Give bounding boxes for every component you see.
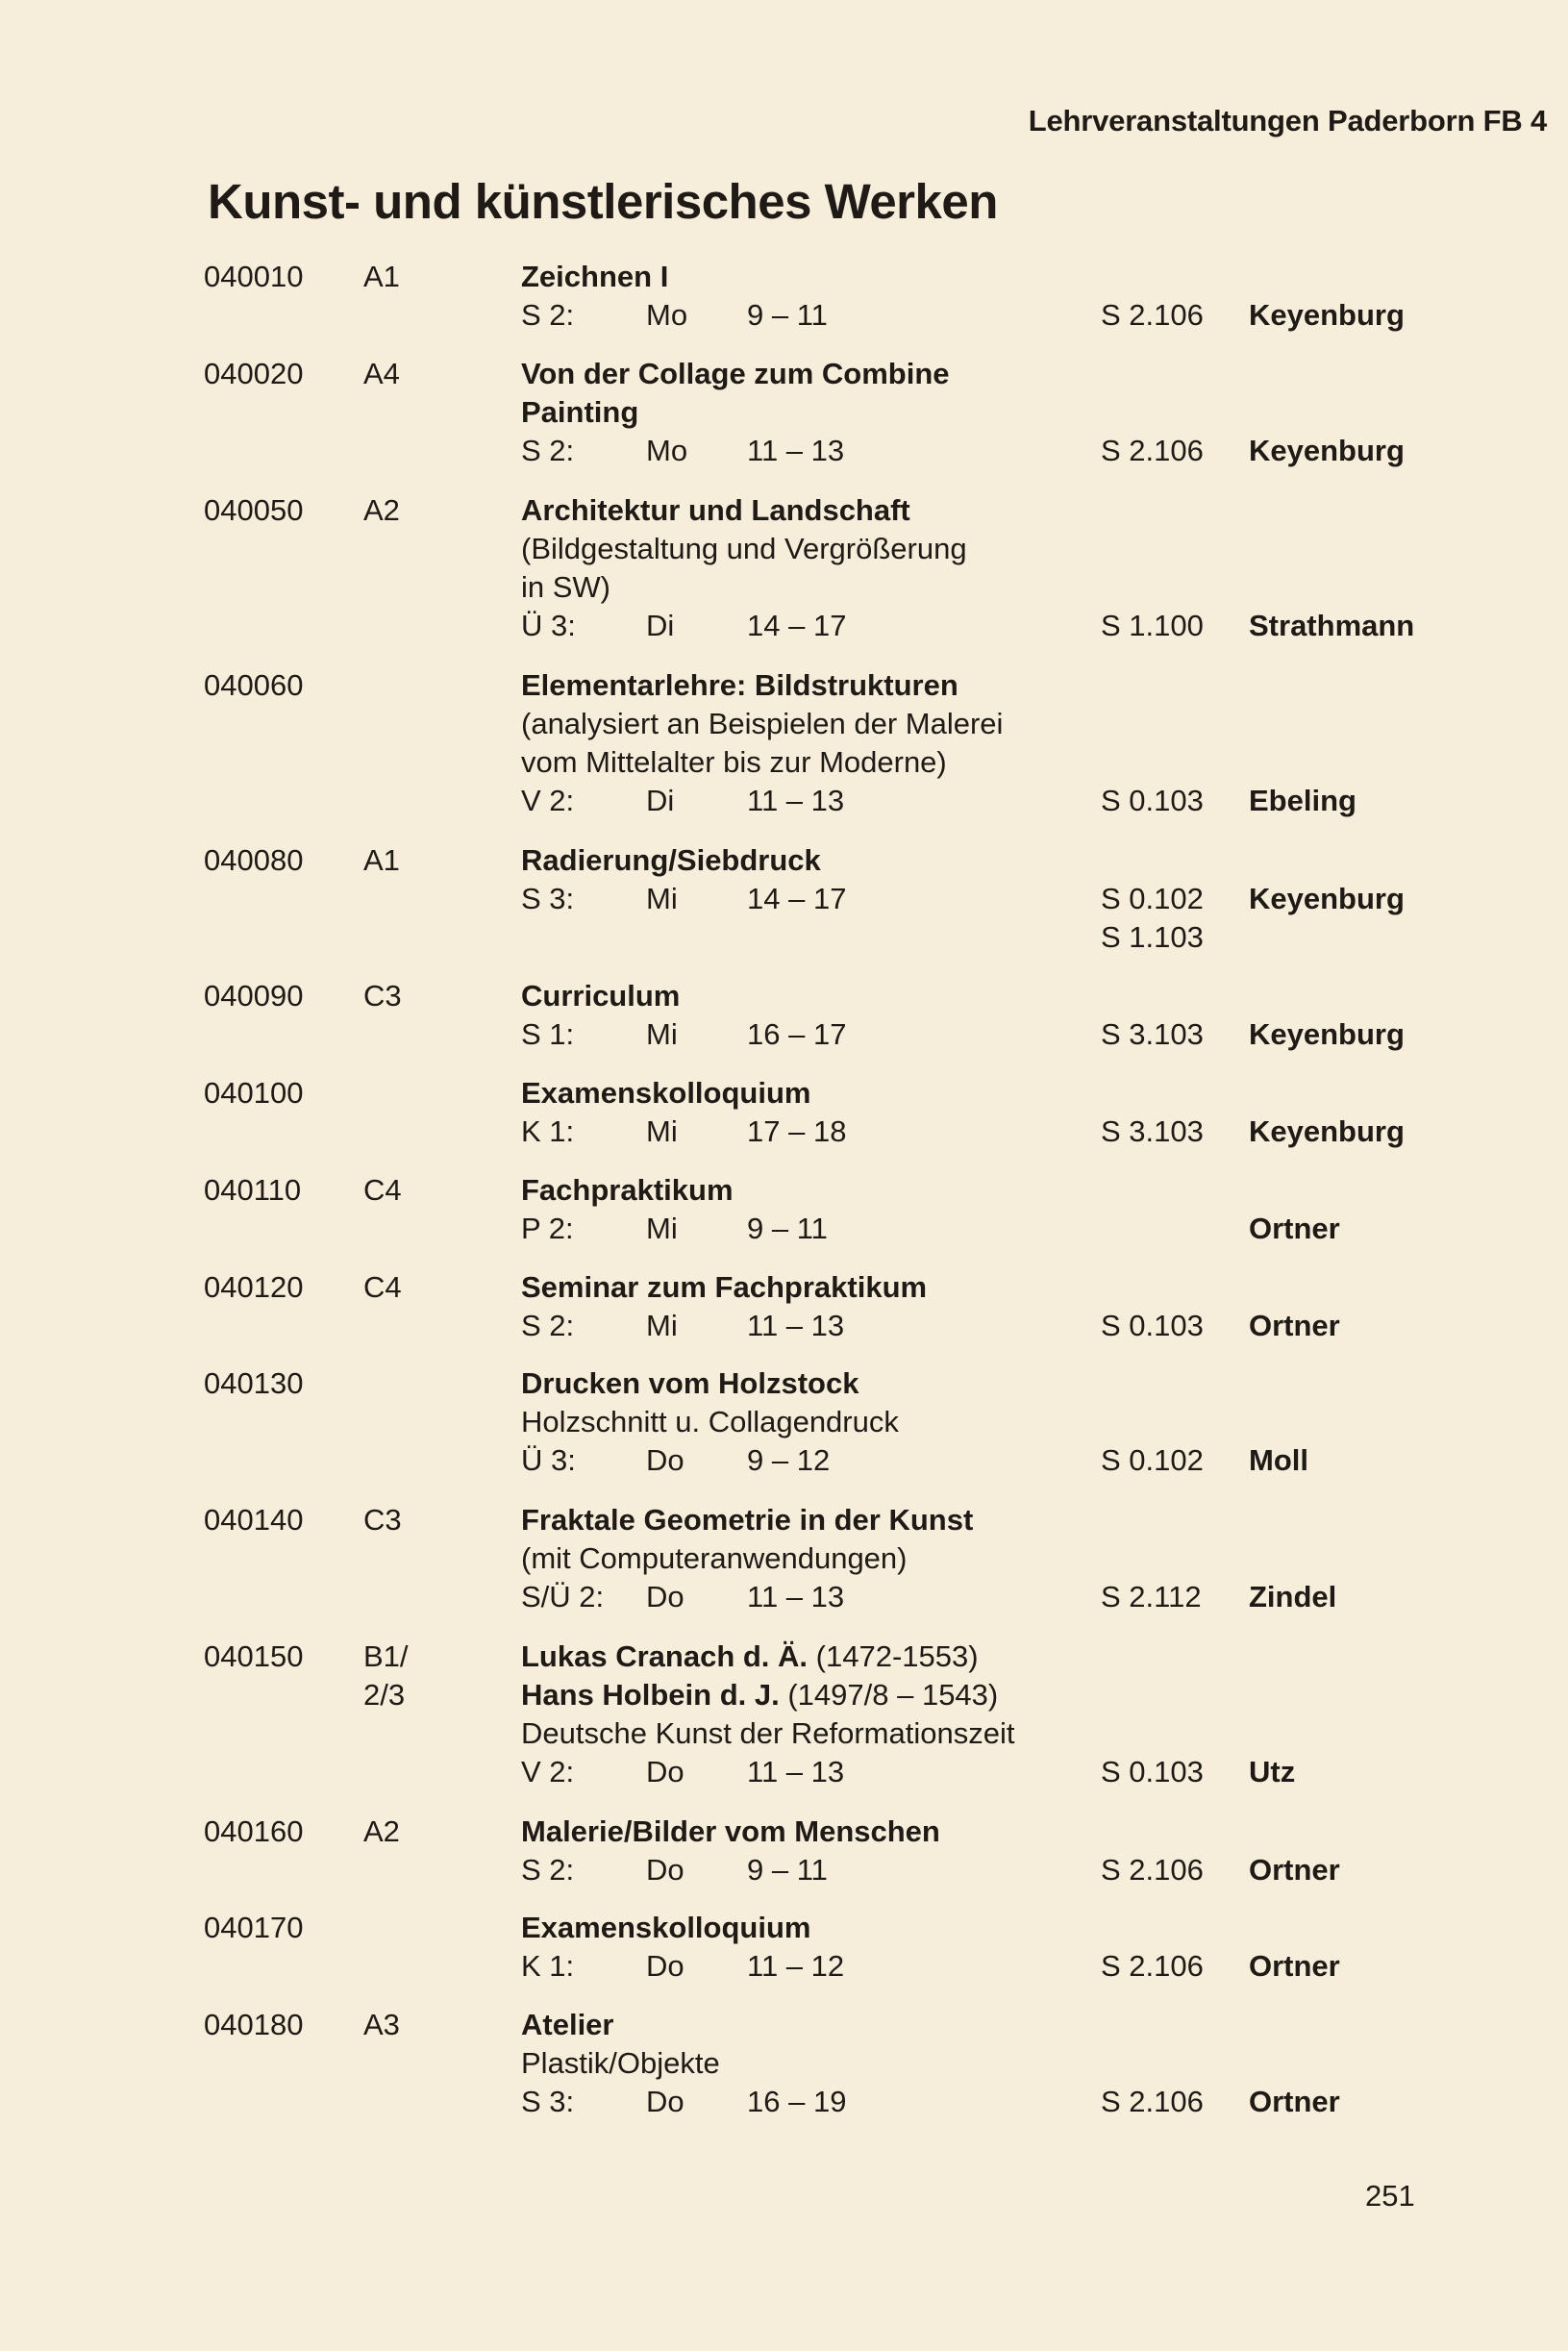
- course-day: Do: [646, 1580, 684, 1613]
- course-title: [521, 1676, 1079, 1714]
- course-title: [521, 1638, 1079, 1676]
- course-day: Do: [646, 1443, 684, 1477]
- course-title: Fachpraktikum: [521, 1173, 734, 1207]
- course-list: [0, 258, 1568, 2142]
- course-type: S 2:: [521, 1309, 575, 1342]
- course-title: Radierung/Siebdruck: [521, 843, 821, 877]
- course-title: Examenskolloquium: [521, 1911, 811, 1944]
- course-type: K 1:: [521, 1114, 575, 1148]
- course-time: 11 – 12: [747, 1949, 845, 1983]
- course-day: Mi: [646, 1212, 678, 1245]
- course-type: S 2:: [521, 434, 575, 467]
- course-code-line: 2/3: [363, 1678, 406, 1712]
- course-entry: [0, 1171, 1568, 1268]
- course-title: Curriculum: [521, 979, 681, 1013]
- course-subtitle: Plastik/Objekte: [521, 2046, 720, 2080]
- course-day: Di: [646, 784, 675, 817]
- course-entry: [0, 666, 1568, 841]
- course-entry: [0, 1364, 1568, 1501]
- course-room: S 2.106: [1101, 1949, 1204, 1983]
- course-type: K 1:: [521, 1949, 575, 1983]
- course-room: S 1.100: [1101, 609, 1204, 642]
- course-number: 040120: [204, 1270, 304, 1304]
- course-instructor: Ortner: [1249, 1212, 1340, 1245]
- course-day: Do: [646, 1755, 684, 1788]
- course-code: A3: [363, 2008, 400, 2041]
- course-instructor: Keyenburg: [1249, 298, 1405, 332]
- course-room: S 3.103: [1101, 1017, 1204, 1051]
- course-code-line: B1/: [363, 1639, 409, 1673]
- course-code: [363, 1638, 409, 1714]
- course-day: Do: [646, 1949, 684, 1983]
- course-instructor: Ortner: [1249, 1853, 1340, 1887]
- course-day: Mo: [646, 434, 688, 467]
- course-number: 040020: [204, 357, 304, 390]
- schedule-row: [521, 432, 1405, 470]
- course-instructor: Ortner: [1249, 1309, 1340, 1342]
- course-number: 040160: [204, 1814, 304, 1848]
- course-room: S 0.103: [1101, 1755, 1204, 1788]
- schedule-row: [521, 2083, 1340, 2121]
- schedule-row: [521, 1441, 1308, 1480]
- course-room: S 2.106: [1101, 1853, 1204, 1887]
- course-number: 040110: [204, 1173, 302, 1207]
- course-time: 9 – 11: [747, 298, 828, 332]
- course-entry: [0, 1813, 1568, 1909]
- course-number: 040100: [204, 1076, 304, 1110]
- course-day: Mi: [646, 1017, 678, 1051]
- course-title: Seminar zum Fachpraktikum: [521, 1270, 928, 1304]
- course-number: 040060: [204, 668, 304, 702]
- schedule-row: [521, 1307, 1340, 1345]
- course-entry: [0, 1074, 1568, 1171]
- schedule-row-extra-room: [521, 918, 1204, 957]
- course-room: S 2.106: [1101, 298, 1204, 332]
- course-time: 16 – 17: [747, 1017, 847, 1051]
- schedule-row: [521, 1753, 1296, 1791]
- course-entry: [0, 2006, 1568, 2142]
- course-entry: [0, 1638, 1568, 1813]
- course-code: A1: [363, 260, 400, 293]
- course-entry: [0, 841, 1568, 977]
- course-room: S 1.103: [1101, 920, 1204, 954]
- schedule-row: [521, 607, 1415, 645]
- course-title: Architektur und Landschaft: [521, 493, 910, 527]
- course-code: C3: [363, 1503, 402, 1537]
- course-room: S 2.106: [1101, 2085, 1204, 2118]
- course-number: 040170: [204, 1911, 304, 1944]
- course-number: 040080: [204, 843, 304, 877]
- course-day: Mi: [646, 1309, 678, 1342]
- course-number: 040090: [204, 979, 304, 1013]
- course-type: P 2:: [521, 1212, 574, 1245]
- schedule-row: [521, 1210, 1340, 1248]
- course-code: C3: [363, 979, 402, 1013]
- course-type: S 2:: [521, 298, 575, 332]
- course-instructor: Ebeling: [1249, 784, 1356, 817]
- schedule-row: [521, 1113, 1405, 1151]
- schedule-row: [521, 1851, 1340, 1889]
- course-room: S 0.102: [1101, 1443, 1204, 1477]
- course-number: 040010: [204, 260, 304, 293]
- course-time: 9 – 12: [747, 1443, 831, 1477]
- course-instructor: Keyenburg: [1249, 882, 1405, 915]
- course-title: Malerie/Bilder vom Menschen: [521, 1814, 940, 1848]
- course-instructor: Keyenburg: [1249, 434, 1405, 467]
- course-type: S 3:: [521, 882, 575, 915]
- course-code: A1: [363, 843, 400, 877]
- course-time: 9 – 11: [747, 1212, 828, 1245]
- artist-dates: (1472-1553): [815, 1639, 979, 1673]
- course-instructor: Keyenburg: [1249, 1114, 1405, 1148]
- course-subtitle: vom Mittelalter bis zur Moderne): [521, 745, 947, 779]
- course-room: S 0.103: [1101, 784, 1204, 817]
- course-title: Elementarlehre: Bildstrukturen: [521, 668, 958, 702]
- course-code: C4: [363, 1173, 402, 1207]
- course-day: Di: [646, 609, 675, 642]
- course-instructor: Keyenburg: [1249, 1017, 1405, 1051]
- course-type: S 2:: [521, 1853, 575, 1887]
- course-day: Mo: [646, 298, 688, 332]
- schedule-row: [521, 1578, 1337, 1616]
- course-title: Examenskolloquium: [521, 1076, 811, 1110]
- course-time: 9 – 11: [747, 1853, 828, 1887]
- course-entry: [0, 355, 1568, 491]
- course-room: S 2.112: [1101, 1580, 1202, 1613]
- course-time: 11 – 13: [747, 1309, 845, 1342]
- schedule-row: [521, 1015, 1405, 1054]
- course-subtitle: (Bildgestaltung und Vergrößerung: [521, 532, 967, 565]
- course-entry: [0, 1501, 1568, 1638]
- course-room: S 3.103: [1101, 1114, 1204, 1148]
- course-title: Drucken vom Holzstock: [521, 1366, 859, 1400]
- course-number: 040180: [204, 2008, 304, 2041]
- course-subtitle: Deutsche Kunst der Reformationszeit: [521, 1716, 1015, 1750]
- course-instructor: Utz: [1249, 1755, 1296, 1788]
- course-entry: [0, 258, 1568, 355]
- course-time: 11 – 13: [747, 1755, 845, 1788]
- course-day: Do: [646, 2085, 684, 2118]
- course-number: 040050: [204, 493, 304, 527]
- course-title: Zeichnen I: [521, 260, 669, 293]
- course-day: Do: [646, 1853, 684, 1887]
- course-type: V 2:: [521, 1755, 575, 1788]
- course-title: Von der Collage zum Combine: [521, 357, 950, 390]
- course-room: S 0.103: [1101, 1309, 1204, 1342]
- course-instructor: Ortner: [1249, 1949, 1340, 1983]
- course-instructor: Moll: [1249, 1443, 1308, 1477]
- course-room: S 0.102: [1101, 882, 1204, 915]
- course-time: 16 – 19: [747, 2085, 847, 2118]
- page-header: Lehrveranstaltungen Paderborn FB 4: [1028, 104, 1547, 138]
- artist-name: Hans Holbein d. J.: [521, 1678, 780, 1712]
- course-time: 14 – 17: [747, 609, 847, 642]
- course-number: 040150: [204, 1639, 304, 1673]
- course-title: Fraktale Geometrie in der Kunst: [521, 1503, 974, 1537]
- course-entry: [0, 1268, 1568, 1364]
- course-code: C4: [363, 1270, 402, 1304]
- course-instructor: Zindel: [1249, 1580, 1337, 1613]
- course-entry: [0, 977, 1568, 1074]
- course-instructor: Ortner: [1249, 2085, 1340, 2118]
- course-type: S/Ü 2:: [521, 1580, 605, 1613]
- course-code: A2: [363, 493, 400, 527]
- artist-name: Lukas Cranach d. Ä.: [521, 1639, 809, 1673]
- course-subtitle: (analysiert an Beispielen der Malerei: [521, 707, 1004, 740]
- course-type: Ü 3:: [521, 1443, 576, 1477]
- course-code: A4: [363, 357, 400, 390]
- course-time: 14 – 17: [747, 882, 847, 915]
- course-time: 11 – 13: [747, 1580, 845, 1613]
- course-type: S 1:: [521, 1017, 575, 1051]
- course-number: 040130: [204, 1366, 304, 1400]
- course-subtitle: in SW): [521, 570, 610, 604]
- schedule-row: [521, 880, 1405, 918]
- course-room: S 2.106: [1101, 434, 1204, 467]
- course-day: Mi: [646, 882, 678, 915]
- course-entry: [0, 1909, 1568, 2006]
- page-number: 251: [1365, 2179, 1415, 2213]
- course-day: Mi: [646, 1114, 678, 1148]
- course-number: 040140: [204, 1503, 304, 1537]
- course-entry: [0, 491, 1568, 666]
- schedule-row: [521, 1947, 1340, 1986]
- section-title: Kunst- und künstlerisches Werken: [208, 174, 998, 229]
- course-type: V 2:: [521, 784, 575, 817]
- course-type: Ü 3:: [521, 609, 576, 642]
- course-time: 17 – 18: [747, 1114, 847, 1148]
- course-time: 11 – 13: [747, 434, 845, 467]
- course-instructor: Strathmann: [1249, 609, 1415, 642]
- course-title-continued: Painting: [521, 395, 639, 429]
- course-code: A2: [363, 1814, 400, 1848]
- course-time: 11 – 13: [747, 784, 845, 817]
- course-type: S 3:: [521, 2085, 575, 2118]
- schedule-row: [521, 782, 1356, 820]
- schedule-row: [521, 296, 1405, 335]
- course-subtitle: (mit Computeranwendungen): [521, 1541, 908, 1575]
- course-subtitle: Holzschnitt u. Collagendruck: [521, 1405, 899, 1438]
- course-title: Atelier: [521, 2008, 614, 2041]
- artist-dates: (1497/8 – 1543): [787, 1678, 999, 1712]
